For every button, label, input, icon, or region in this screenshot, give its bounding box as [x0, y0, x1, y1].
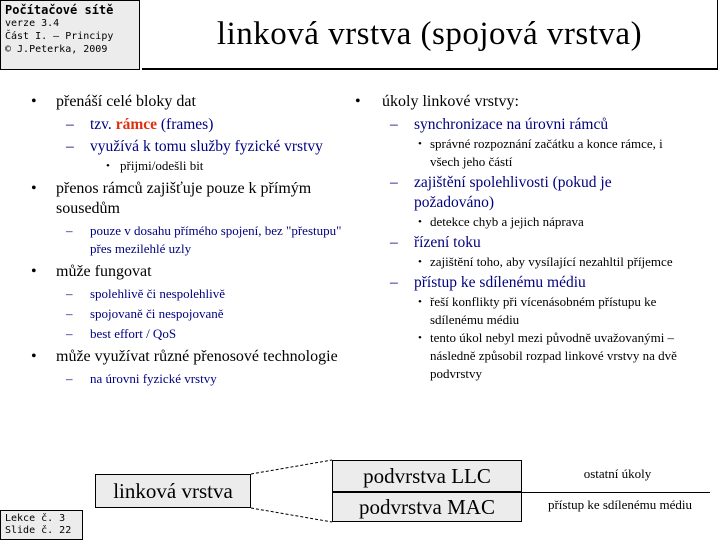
- copyright-label: © J.Peterka, 2009: [5, 44, 108, 55]
- sublayer-divider: [522, 492, 710, 493]
- sub-physical-services: – využívá k tomu služby fyzické vrstvy: [28, 137, 348, 157]
- llc-sublayer-box: podvrstva LLC: [332, 460, 522, 492]
- slide-number: Slide č. 22: [5, 525, 72, 536]
- frames-highlight: rámce: [115, 116, 157, 133]
- sub-best-effort: – best effort / QoS: [28, 325, 348, 343]
- sub-frames: [28, 115, 348, 135]
- task-flow-control-detail: • zajištění toho, aby vysílající nezahltil příjemce: [350, 253, 695, 271]
- frames-prefix: tzv.: [90, 116, 116, 133]
- title-bar: [142, 0, 718, 70]
- llc-description: ostatní úkoly: [583, 466, 652, 481]
- lecture-number: Lekce č. 3: [5, 513, 66, 524]
- sub-physical-level: – na úrovni fyzické vrstvy: [28, 370, 348, 388]
- sub-direct-link: – pouze v dosahu přímého spojení, bez "přestupu" přes mezilehlé uzly: [28, 222, 348, 258]
- connector-top: [251, 460, 332, 474]
- bullet-tasks: • úkoly linkové vrstvy:: [350, 92, 695, 112]
- slide-info-box: [0, 510, 83, 540]
- task-reliability: – zajištění spolehlivosti (pokud je požadováno): [350, 173, 695, 213]
- course-info-box: [0, 0, 140, 70]
- slide-title: linková vrstva (spojová vrstva): [216, 15, 643, 52]
- bullet-can-operate: • může fungovat: [28, 262, 348, 282]
- part-label: Část I. – Principy: [5, 31, 114, 42]
- task-media-access-detail-1: • řeší konflikty při vícenásobném přístupu ke sdílenému médiu: [350, 293, 695, 329]
- link-layer-box: linková vrstva: [95, 474, 251, 508]
- mac-sublayer-box: podvrstva MAC: [332, 492, 522, 522]
- sub-reliable: – spolehlivě či nespolehlivě: [28, 285, 348, 303]
- right-column: [350, 92, 695, 383]
- sub-connection: – spojovaně či nespojovaně: [28, 305, 348, 323]
- task-sync-detail: • správné rozpoznání začátku a konce rámce, i všech jeho částí: [350, 135, 695, 171]
- task-media-access-detail-2: • tento úkol nebyl mezi původně uvažovanými – následně způsobil rozpad linkové vrstvy na dvě podvrstvy: [350, 329, 695, 383]
- task-reliability-detail: • detekce chyb a jejich náprava: [350, 213, 695, 231]
- bullet-technologies: • může využívat různé přenosové technologie: [28, 347, 348, 367]
- bullet-blocks: • přenáší celé bloky dat: [28, 92, 348, 112]
- bullet-neighbours: • přenos rámců zajišťuje pouze k přímým sousedům: [28, 179, 348, 219]
- mac-description: přístup ke sdílenému médiu: [547, 497, 693, 512]
- connector-bottom: [251, 508, 332, 522]
- task-media-access: – přístup ke sdílenému médiu: [350, 273, 695, 293]
- task-flow-control: – řízení toku: [350, 233, 695, 253]
- left-column: [28, 92, 348, 388]
- task-sync: – synchronizace na úrovni rámců: [350, 115, 695, 135]
- version-label: verze 3.4: [5, 18, 60, 29]
- course-name: Počítačové sítě: [5, 3, 114, 17]
- detail-send-receive: • přijmi/odešli bit: [28, 157, 348, 175]
- frames-suffix: (frames): [157, 116, 214, 133]
